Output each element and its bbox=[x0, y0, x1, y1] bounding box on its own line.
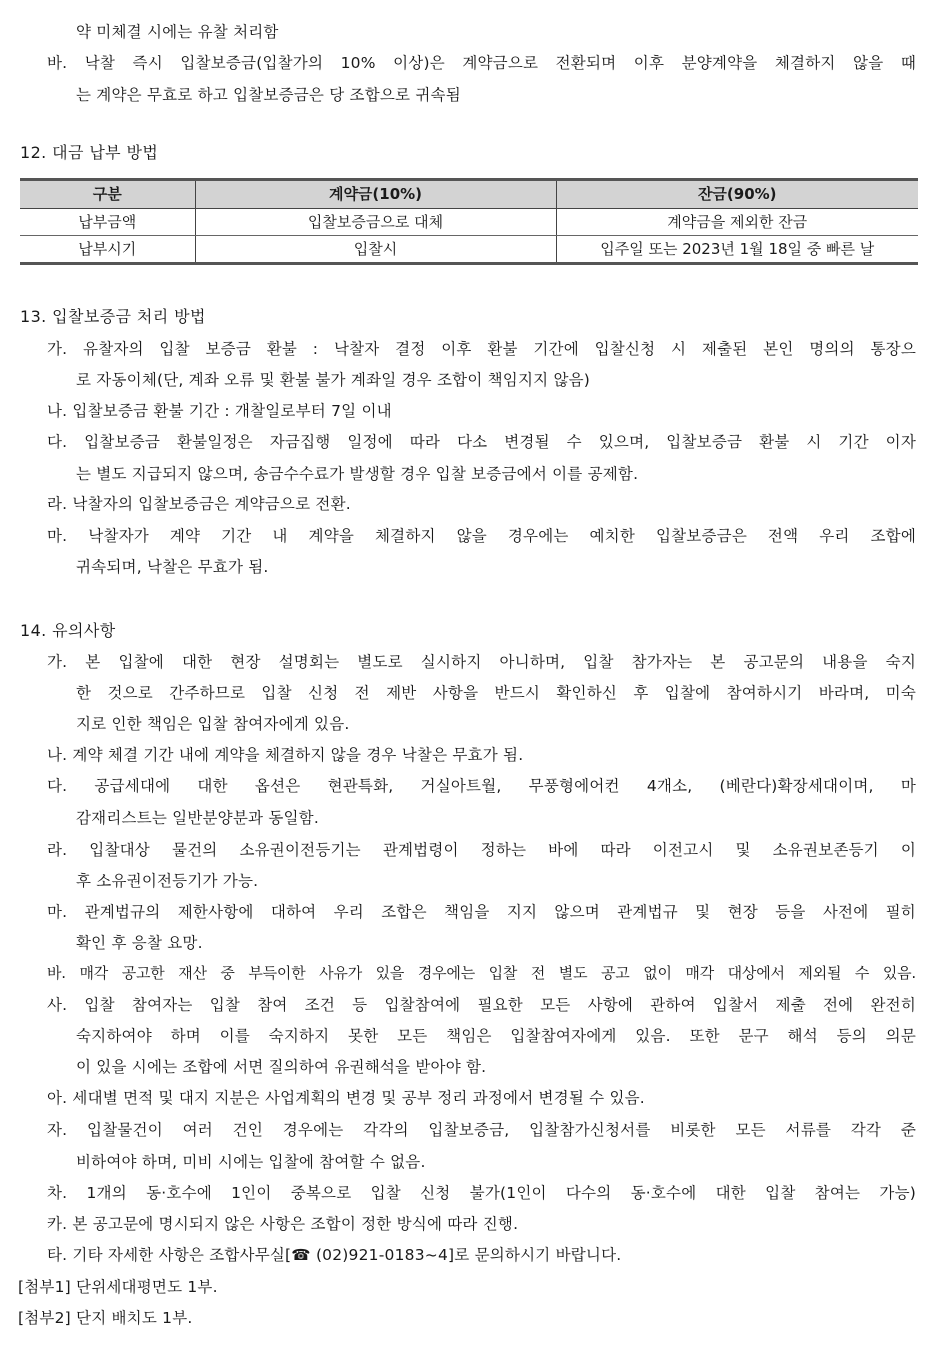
text-line: 한 것으로 간주하므로 입찰 신청 전 제반 사항을 반드시 확인하신 후 입찰에 참여하시기 바라며, 미숙 bbox=[76, 684, 916, 702]
attachment-line: [첨부2] 단지 배치도 1부. bbox=[18, 1309, 193, 1327]
list-item: 카. 본 공고문에 명시되지 않은 사항은 조합이 정한 방식에 따라 진행. bbox=[47, 1215, 519, 1233]
table-cell: 계약금을 제외한 잔금 bbox=[556, 209, 918, 236]
table-header-row bbox=[20, 180, 918, 209]
list-item: 바. 매각 공고한 재산 중 부득이한 사유가 있을 경우에는 입찰 전 별도 공고 없이 매각 대상에서 제외될 수 있음. bbox=[47, 964, 916, 982]
section-title: 13. 입찰보증금 처리 방법 bbox=[20, 307, 206, 326]
list-item: 사. 입찰 참여자는 입찰 참여 조건 등 입찰참여에 필요한 모든 사항에 관하여 입찰서 제출 전에 완전히 bbox=[47, 996, 916, 1014]
list-item: 가. 유찰자의 입찰 보증금 환불 : 낙찰자 결정 이후 환불 기간에 입찰신청 시 제출된 본인 명의의 통장으 bbox=[47, 340, 916, 358]
list-item: 바. 낙찰 즉시 입찰보증금(입찰가의 10% 이상)은 계약금으로 전환되며 이후 분양계약을 체결하지 않을 때 bbox=[47, 54, 916, 72]
table-header: 구분 bbox=[20, 180, 195, 209]
list-item: 아. 세대별 면적 및 대지 지분은 사업계획의 변경 및 공부 정리 과정에서 변경될 수 있음. bbox=[47, 1089, 645, 1107]
table-cell: 입찰보증금으로 대체 bbox=[195, 209, 556, 236]
text-line: 약 미체결 시에는 유찰 처리함 bbox=[76, 23, 279, 41]
table-cell: 납부금액 bbox=[20, 209, 195, 236]
section-title: 12. 대금 납부 방법 bbox=[20, 143, 159, 162]
text-line: 확인 후 응찰 요망. bbox=[76, 934, 203, 952]
list-item: 마. 관계법규의 제한사항에 대하여 우리 조합은 책임을 지지 않으며 관계법규 및 현장 등을 사전에 필히 bbox=[47, 903, 916, 921]
section-title: 14. 유의사항 bbox=[20, 621, 116, 640]
attachment-line: [첨부1] 단위세대평면도 1부. bbox=[18, 1278, 218, 1296]
table-cell: 입찰시 bbox=[195, 236, 556, 264]
text-line: 귀속되며, 낙찰은 무효가 됨. bbox=[76, 558, 269, 576]
table-cell: 입주일 또는 2023년 1월 18일 중 빠른 날 bbox=[556, 236, 918, 264]
list-item: 차. 1개의 동·호수에 1인이 중복으로 입찰 신청 불가(1인이 다수의 동·호수에 대한 입찰 참여는 가능) bbox=[47, 1184, 916, 1202]
list-item: 다. 공급세대에 대한 옵션은 현관특화, 거실아트월, 무풍형에어컨 4개소, (베란다)확장세대이며, 마 bbox=[47, 777, 916, 795]
text-line: 는 계약은 무효로 하고 입찰보증금은 당 조합으로 귀속됨 bbox=[76, 86, 461, 104]
list-item: 나. 계약 체결 기간 내에 계약을 체결하지 않을 경우 낙찰은 무효가 됨. bbox=[47, 746, 524, 764]
text-line: 후 소유권이전등기가 가능. bbox=[76, 872, 259, 890]
payment-table bbox=[20, 178, 918, 265]
text-line: 감재리스트는 일반분양분과 동일함. bbox=[76, 809, 319, 827]
list-item: 타. 기타 자세한 사항은 조합사무실[☎ (02)921-0183~4]로 문의하시기 바랍니다. bbox=[47, 1246, 622, 1264]
list-item: 다. 입찰보증금 환불일정은 자금집행 일정에 따라 다소 변경될 수 있으며, 입찰보증금 환불 시 기간 이자 bbox=[47, 433, 916, 451]
list-item: 가. 본 입찰에 대한 현장 설명회는 별도로 실시하지 아니하며, 입찰 참가자는 본 공고문의 내용을 숙지 bbox=[47, 653, 916, 671]
list-item: 마. 낙찰자가 계약 기간 내 계약을 체결하지 않을 경우에는 예치한 입찰보증금은 전액 우리 조합에 bbox=[47, 527, 916, 545]
list-item: 라. 낙찰자의 입찰보증금은 계약금으로 전환. bbox=[47, 495, 351, 513]
table-header: 계약금(10%) bbox=[195, 180, 556, 209]
text-line: 비하여야 하며, 미비 시에는 입찰에 참여할 수 없음. bbox=[76, 1153, 426, 1171]
text-line: 이 있을 시에는 조합에 서면 질의하여 유권해석을 받아야 함. bbox=[76, 1058, 487, 1076]
text-line: 숙지하여야 하며 이를 숙지하지 못한 모든 책임은 입찰참여자에게 있음. 또한 문구 해석 등의 의문 bbox=[76, 1027, 916, 1045]
table-header: 잔금(90%) bbox=[556, 180, 918, 209]
table-row bbox=[20, 236, 918, 264]
text-line: 로 자동이체(단, 계좌 오류 및 환불 불가 계좌일 경우 조합이 책임지지 않음) bbox=[76, 371, 591, 389]
text-line: 는 별도 지급되지 않으며, 송금수수료가 발생할 경우 입찰 보증금에서 이를 공제함. bbox=[76, 465, 639, 483]
table-row bbox=[20, 209, 918, 236]
table-cell: 납부시기 bbox=[20, 236, 195, 264]
list-item: 라. 입찰대상 물건의 소유권이전등기는 관계법령이 정하는 바에 따라 이전고시 및 소유권보존등기 이 bbox=[47, 841, 916, 859]
list-item: 자. 입찰물건이 여러 건인 경우에는 각각의 입찰보증금, 입찰참가신청서를 비롯한 모든 서류를 각각 준 bbox=[47, 1121, 916, 1139]
list-item: 나. 입찰보증금 환불 기간 : 개찰일로부터 7일 이내 bbox=[47, 402, 392, 420]
text-line: 지로 인한 책임은 입찰 참여자에게 있음. bbox=[76, 715, 350, 733]
